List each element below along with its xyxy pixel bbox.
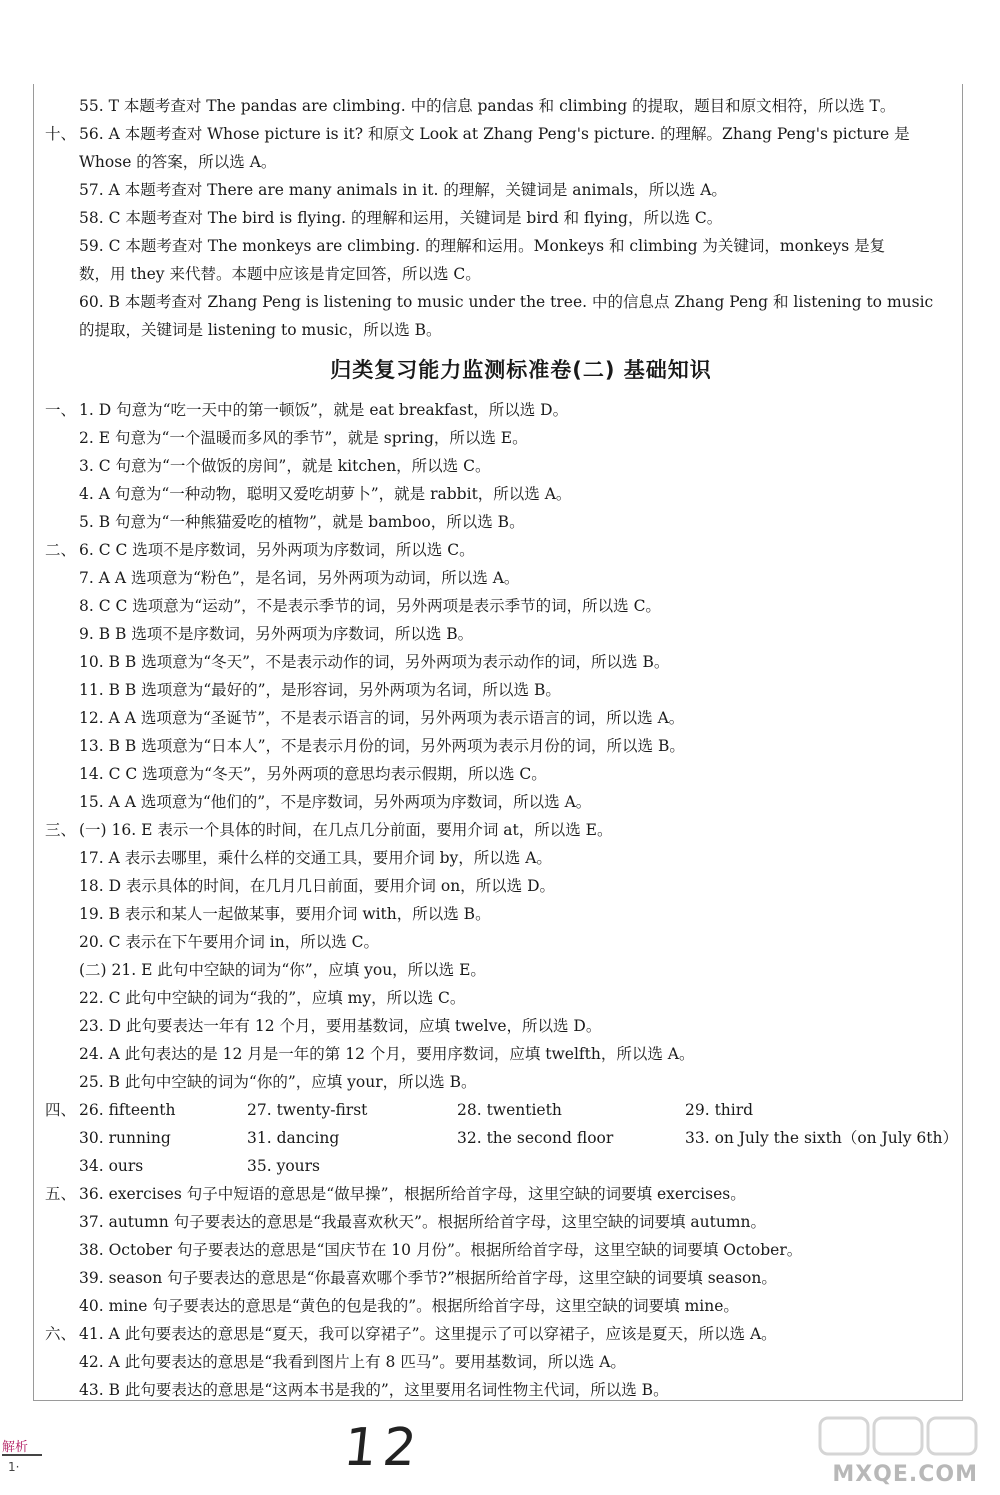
answer-text: 58. C 本题考查对 The bird is flying. 的理解和运用，关键词是 bird 和 flying，所以选 C。 [79, 209, 723, 227]
section-number: 六、 [45, 1325, 77, 1343]
answer-line [45, 508, 957, 536]
answer-text: 56. A 本题考查对 Whose picture is it? 和原文 Look at Zhang Peng's picture. 的理解。Zhang Peng's picture 是 [79, 125, 910, 143]
answer-line [45, 1180, 957, 1208]
answers-block-b [45, 396, 957, 1096]
section-number: 五、 [45, 1185, 77, 1203]
answer-text: 57. A 本题考查对 There are many animals in it. 的理解，关键词是 animals，所以选 A。 [79, 181, 727, 199]
fill-in-grid [45, 1096, 957, 1180]
answers-block-c [45, 1180, 957, 1404]
answer-line [45, 928, 957, 956]
answer-line [45, 1320, 957, 1348]
handwritten-page-number: 12 [340, 1418, 426, 1478]
answer-line [45, 396, 957, 424]
answer-line [45, 120, 957, 148]
answer-text: 14. C C 选项意为“冬天”，另外两项的意思均表示假期，所以选 C。 [79, 765, 547, 783]
answer-text: 43. B 此句要表达的意思是“这两本书是我的”，这里要用名词性物主代词，所以选 B。 [79, 1381, 669, 1399]
answer-text: 13. B B 选项意为“日本人”，不是表示月份的词，另外两项为表示月份的词，所以选 B。 [79, 737, 685, 755]
grid-row [45, 1124, 957, 1152]
answer-line [45, 148, 957, 176]
footer-page-mark: 1· [8, 1460, 20, 1474]
grid-cell: 34. ours [79, 1157, 144, 1175]
answer-line [45, 1348, 957, 1376]
answer-text: 9. B B 选项不是序数词，另外两项为序数词，所以选 B。 [79, 625, 474, 643]
answer-line [45, 204, 957, 232]
grid-cell: 26. fifteenth [79, 1101, 176, 1119]
section-title: 归类复习能力监测标准卷(二) 基础知识 [330, 358, 712, 382]
answer-text: 17. A 表示去哪里，乘什么样的交通工具，要用介词 by，所以选 A。 [79, 849, 552, 867]
answer-line [45, 732, 957, 760]
answer-text: (二) 21. E 此句中空缺的词为“你”，应填 you，所以选 E。 [79, 961, 486, 979]
grid-cell: 32. the second floor [457, 1129, 614, 1147]
section-number: 三、 [45, 821, 77, 839]
answer-text: 24. A 此句表达的是 12 月是一年的第 12 个月，要用序数词，应填 twelfth，所以选 A。 [79, 1045, 695, 1063]
grid-cell: 30. running [79, 1129, 171, 1147]
answer-text: 42. A 此句要表达的意思是“我看到图片上有 8 匹马”。要用基数词，所以选 A。 [79, 1353, 626, 1371]
answer-text: 6. C C 选项不是序数词，另外两项为序数词，所以选 C。 [79, 541, 475, 559]
grid-cell: 33. on July the sixth（on July 6th） [685, 1129, 958, 1147]
answer-line [45, 956, 957, 984]
answer-line [45, 288, 957, 316]
answer-text: 的提取，关键词是 listening to music，所以选 B。 [79, 321, 442, 339]
answer-text: 数，用 they 来代替。本题中应该是肯定回答，所以选 C。 [79, 265, 481, 283]
answer-line [45, 232, 957, 260]
grid-cell: 35. yours [247, 1157, 321, 1175]
answer-line [45, 176, 957, 204]
answer-line [45, 1040, 957, 1068]
answer-text: 18. D 表示具体的时间，在几月几日前面，要用介词 on，所以选 D。 [79, 877, 556, 895]
answer-line [45, 1068, 957, 1096]
answer-text: 19. B 表示和某人一起做某事，要用介词 with，所以选 B。 [79, 905, 491, 923]
answer-line [45, 452, 957, 480]
answer-line [45, 92, 957, 120]
answer-line [45, 648, 957, 676]
answer-line [45, 760, 957, 788]
answer-text: 55. T 本题考查对 The pandas are climbing. 中的信息 pandas 和 climbing 的提取，题目和原文相符，所以选 T。 [79, 97, 896, 115]
answer-line [45, 816, 957, 844]
answer-text: 15. A A 选项意为“他们的”，不是序数词，另外两项为序数词，所以选 A。 [79, 793, 592, 811]
answer-text: 8. C C 选项意为“运动”，不是表示季节的词，另外两项是表示季节的词，所以选 C。 [79, 597, 661, 615]
answer-line [45, 676, 957, 704]
answer-text: 41. A 此句要表达的意思是“夏天，我可以穿裙子”。这里提示了可以穿裙子，应该是夏天，所以选 A。 [79, 1325, 777, 1343]
answer-line [45, 260, 957, 288]
answer-text: 1. D 句意为“吃一天中的第一顿饭”，就是 eat breakfast，所以选 D。 [79, 401, 569, 419]
answer-line [45, 1208, 957, 1236]
answer-text: (一) 16. E 表示一个具体的时间，在几点几分前面，要用介词 at，所以选 E。 [79, 821, 613, 839]
section-number: 二、 [45, 541, 77, 559]
answer-line [45, 564, 957, 592]
grid-cell: 27. twenty-first [247, 1101, 368, 1119]
answer-text: 2. E 句意为“一个温暖而多风的季节”，就是 spring，所以选 E。 [79, 429, 528, 447]
answer-text: 23. D 此句要表达一年有 12 个月，要用基数词，应填 twelve，所以选 D。 [79, 1017, 602, 1035]
answer-line [45, 316, 957, 344]
answer-text: 4. A 句意为“一种动物，聪明又爱吃胡萝卜”，就是 rabbit，所以选 A。 [79, 485, 572, 503]
answer-line [45, 704, 957, 732]
answer-text: 12. A A 选项意为“圣诞节”，不是表示语言的词，另外两项为表示语言的词，所以选 A。 [79, 709, 685, 727]
footer-tag: 解析 [2, 1440, 29, 1455]
section-number: 十、 [45, 125, 77, 143]
answer-line [45, 620, 957, 648]
answer-text: 40. mine 句子要表达的意思是“黄色的包是我的”。根据所给首字母，这里空缺的词要填 mine。 [79, 1297, 739, 1315]
answer-line [45, 1264, 957, 1292]
answer-text: Whose 的答案，所以选 A。 [79, 153, 277, 171]
answers-block-a [45, 92, 957, 344]
answer-text: 38. October 句子要表达的意思是“国庆节在 10 月份”。根据所给首字母，这里空缺的词要填 October。 [79, 1241, 803, 1259]
answer-line [45, 592, 957, 620]
answer-line [45, 1376, 957, 1404]
answer-line [45, 424, 957, 452]
answer-line [45, 1236, 957, 1264]
answer-line [45, 900, 957, 928]
footer-rule [2, 1454, 42, 1456]
answer-text: 59. C 本题考查对 The monkeys are climbing. 的理解和运用。Monkeys 和 climbing 为关键词，monkeys 是复 [79, 237, 886, 255]
answer-line [45, 480, 957, 508]
answer-text: 60. B 本题考查对 Zhang Peng is listening to music under the tree. 中的信息点 Zhang Peng 和 listening to music [79, 293, 934, 311]
grid-cell: 28. twentieth [457, 1101, 562, 1119]
answer-text: 36. exercises 句子中短语的意思是“做早操”，根据所给首字母，这里空缺的词要填 exercises。 [79, 1185, 746, 1203]
watermark-text: MXQE.COM [832, 1462, 978, 1487]
answer-text: 22. C 此句中空缺的词为“我的”，应填 my，所以选 C。 [79, 989, 466, 1007]
answer-text: 25. B 此句中空缺的词为“你的”，应填 your，所以选 B。 [79, 1073, 477, 1091]
grid-cell: 29. third [685, 1101, 754, 1119]
section-number: 一、 [45, 401, 77, 419]
answer-text: 39. season 句子要表达的意思是“你最喜欢哪个季节?”根据所给首字母，这里空缺的词要填 season。 [79, 1269, 777, 1287]
answer-content [45, 92, 957, 1404]
answer-text: 37. autumn 句子要表达的意思是“我最喜欢秋天”。根据所给首字母，这里空缺的词要填 autumn。 [79, 1213, 767, 1231]
answer-line [45, 872, 957, 900]
answer-text: 5. B 句意为“一种熊猫爱吃的植物”，就是 bamboo，所以选 B。 [79, 513, 525, 531]
answer-line [45, 984, 957, 1012]
answer-text: 7. A A 选项意为“粉色”，是名词，另外两项为动词，所以选 A。 [79, 569, 520, 587]
grid-cell: 31. dancing [247, 1129, 340, 1147]
answer-line [45, 844, 957, 872]
answer-line [45, 1012, 957, 1040]
answer-text: 20. C 表示在下午要用介词 in，所以选 C。 [79, 933, 380, 951]
answer-text: 10. B B 选项意为“冬天”，不是表示动作的词，另外两项为表示动作的词，所以选 B。 [79, 653, 670, 671]
grid-row [45, 1096, 957, 1124]
answer-text: 11. B B 选项意为“最好的”，是形容词，另外两项为名词，所以选 B。 [79, 681, 561, 699]
answer-line [45, 536, 957, 564]
grid-row [45, 1152, 957, 1180]
answer-text: 3. C 句意为“一个做饭的房间”，就是 kitchen，所以选 C。 [79, 457, 491, 475]
section-number: 四、 [45, 1101, 77, 1119]
answer-line [45, 788, 957, 816]
answer-line [45, 1292, 957, 1320]
